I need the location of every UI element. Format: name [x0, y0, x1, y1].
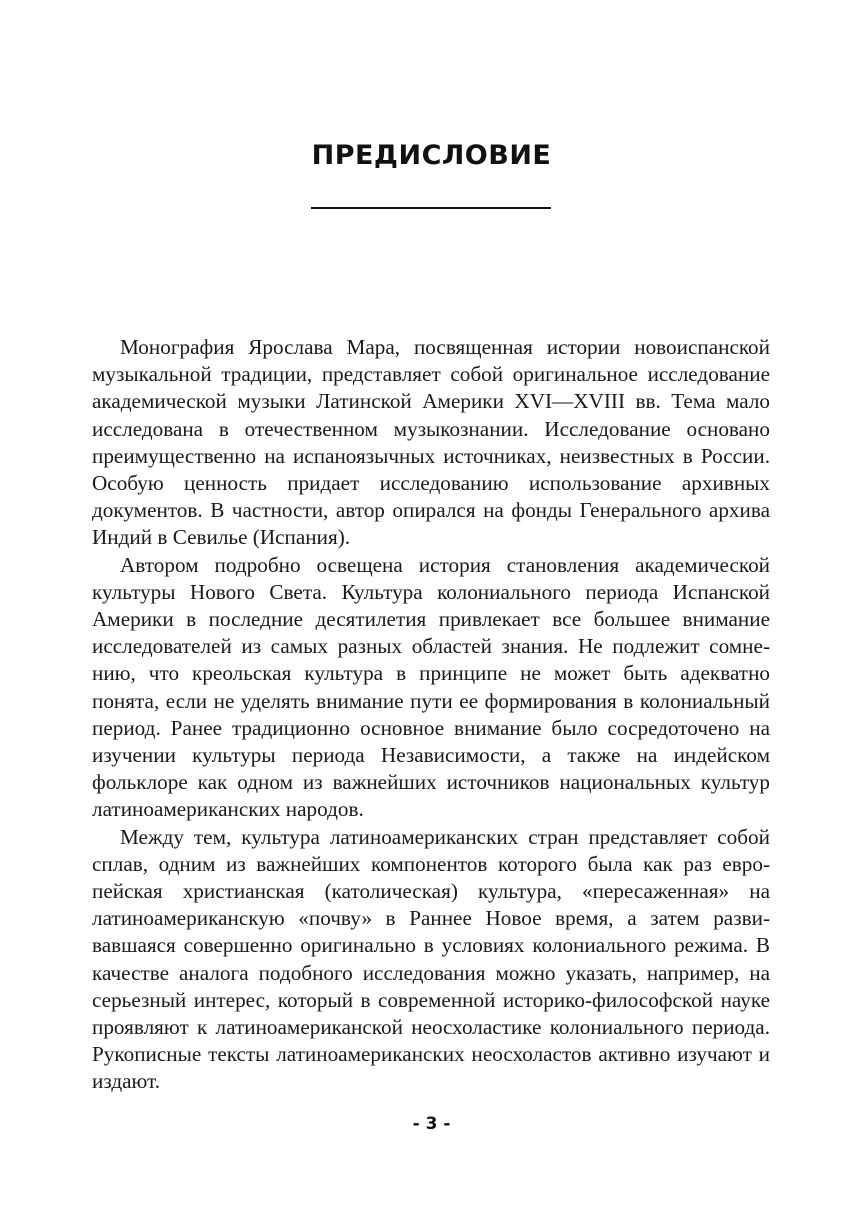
paragraph-1: Монография Ярослава Мара, посвященная истории новоиспанской музыкальной традиции, представляет собой оригинальное исследование академической музыки Латинской Америки XVI—XVIII вв. Тема мало исследована в отечественном музыкознании. Исследование основано преимущественно на испаноязычных источниках, неизвестных в России. Особую ценность придает исследованию использование архивных документов. В частности, автор опирался на фонды Генерального архива Индий в Севилье (Испания).: [92, 335, 770, 550]
paragraph-3: Между тем, культура латиноамериканских стран представляет собой сплав, одним из важнейших компонентов которого была как раз европейская христианская (католическая) культура, «пересаженная» на латиноамериканскую «почву» в Раннее Новое время, а затем развивавшаяся совершенно оригинально в условиях колониального режима. В качестве аналога подобного исследования можно указать, например, на серьезный интерес, который в современной историко-философской науке проявляют к латиноамериканской неосхоластике колониального периода. Рукописные тексты латиноамериканских неосхоластов активно изучают и издают.: [92, 824, 770, 1094]
paragraph-2: Автором подробно освещена история становления академической культуры Нового Света. Культура колониального периода Испанской Америки в последние десятилетия привлекает все большее внимание исследователей из самых разных областей знания. Не подлежит сомнению, что креольская культура в принципе не может быть адекватно понята, если не уделять внимание пути ее формирования в колониальный период. Ранее традиционно основное внимание было сосредоточено на изучении культуры периода Независимости, а также на индейском фольклоре как одном из важнейших источников национальных культур латиноамериканских народов.: [92, 552, 770, 822]
page-number: - 3 -: [412, 1114, 451, 1134]
title-underline: [311, 207, 551, 209]
page-title: ПРЕДИСЛОВИЕ: [311, 140, 552, 171]
body-text: [92, 334, 770, 1096]
